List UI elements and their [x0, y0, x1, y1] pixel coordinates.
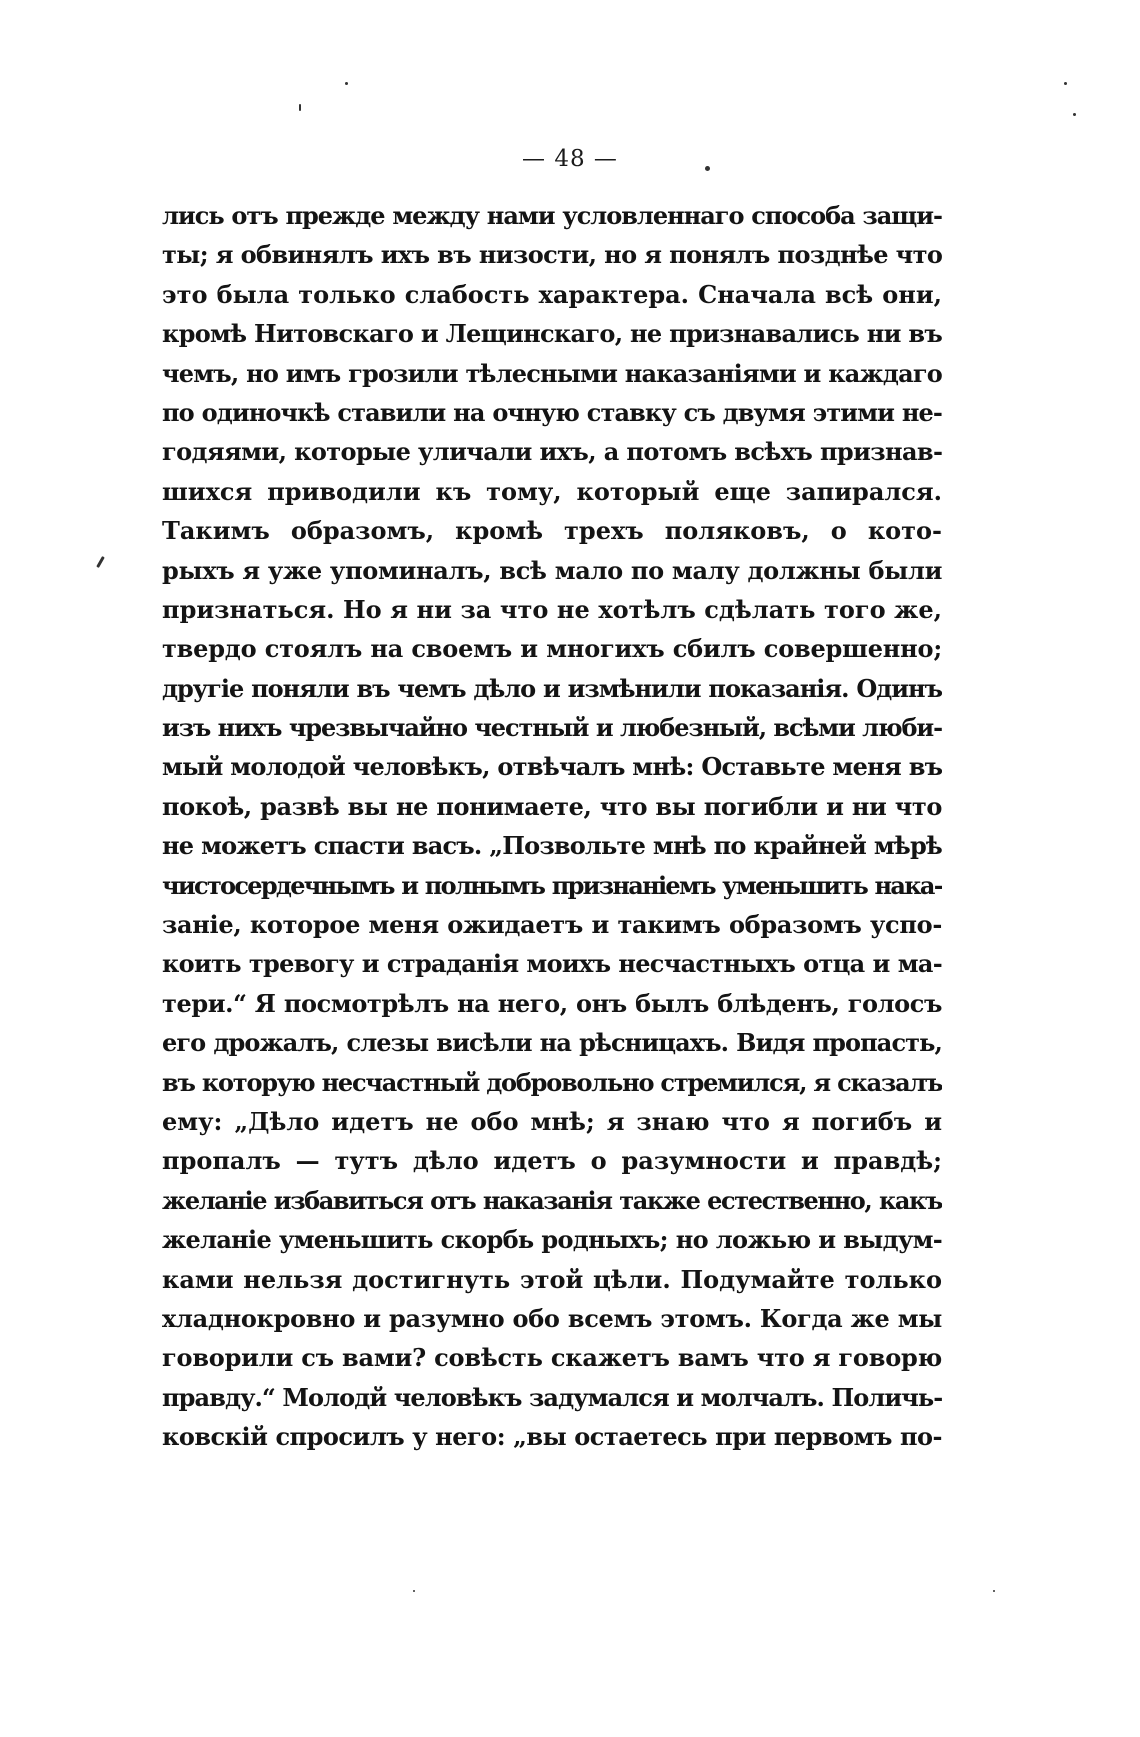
text-line: не можетъ спасти васъ. „Позвольте мнѣ по крайней мѣрѣ — [162, 831, 942, 861]
text-line: желаніе избавиться отъ наказанія также естественно, какъ — [162, 1185, 942, 1215]
scan-speck — [1073, 113, 1076, 116]
text-line: изъ нихъ чрезвычайно честный и любезный, всѣми люби- — [162, 713, 942, 743]
text-line: пропалъ — тутъ дѣло идетъ о разумности и правдѣ; — [162, 1146, 942, 1176]
body-text — [162, 196, 942, 1457]
text-line: годяями, которые уличали ихъ, а потомъ всѣхъ признав- — [162, 437, 942, 467]
text-line: ковскій спросилъ у него: „вы остаетесь при первомъ по- — [162, 1422, 942, 1452]
text-line: чистосердечнымъ и полнымъ признаніемъ уменьшить нака- — [162, 870, 942, 900]
text-line: хладнокровно и разумно обо всемъ этомъ. Когда же мы — [162, 1303, 942, 1333]
page-number: — 48 — — [522, 146, 618, 172]
text-line: Такимъ образомъ, кромѣ трехъ поляковъ, о кото- — [162, 516, 942, 546]
text-line: коить тревогу и страданія моихъ несчастныхъ отца и ма- — [162, 949, 942, 979]
text-line: твердо стоялъ на своемъ и многихъ сбилъ совершенно; — [162, 634, 942, 664]
text-line: мый молодой человѣкъ, отвѣчалъ мнѣ: Оставьте меня въ — [162, 752, 942, 782]
scan-speck — [413, 1590, 415, 1592]
text-line: ему: „Дѣло идетъ не обо мнѣ; я знаю что я погибъ и — [162, 1106, 942, 1136]
text-line: правду.“ Молодй человѣкъ задумался и молчалъ. Поличь- — [162, 1382, 942, 1412]
text-line: лись отъ прежде между нами условленнаго способа защи- — [162, 201, 942, 230]
text-line: это была только слабость характера. Сначала всѣ они, — [162, 279, 942, 309]
text-line: ками нельзя достигнуть этой цѣли. Подумайте только — [162, 1264, 942, 1294]
text-line: говорили съ вами? совѣсть скажетъ вамъ что я говорю — [162, 1343, 942, 1373]
text-line: въ которую несчастный добровольно стремился, я сказалъ — [162, 1067, 942, 1097]
text-line: кромѣ Нитовскаго и Лещинскаго, не признавались ни въ — [162, 319, 942, 349]
scan-speck — [345, 82, 348, 85]
scan-speck — [96, 556, 105, 568]
text-line: чемъ, но имъ грозили тѣлесными наказаніями и каждаго — [162, 358, 942, 388]
scan-speck — [993, 1590, 995, 1592]
text-line: по одиночкѣ ставили на очную ставку съ двумя этими не- — [162, 397, 942, 427]
text-line: рыхъ я уже упоминалъ, всѣ мало по малу должны были — [162, 555, 942, 585]
scan-speck — [299, 104, 301, 111]
text-line: покоѣ, развѣ вы не понимаете, что вы погибли и ни что — [162, 791, 942, 821]
text-line: ты; я обвинялъ ихъ въ низости, но я понялъ позднѣе что — [162, 240, 942, 270]
text-line: другіе поняли въ чемъ дѣло и измѣнили показанія. Одинъ — [162, 673, 942, 703]
text-line: заніе, которое меня ожидаетъ и такимъ образомъ успо- — [162, 910, 942, 940]
text-line: шихся приводили къ тому, который еще запирался. — [162, 476, 942, 506]
text-line: тери.“ Я посмотрѣлъ на него, онъ былъ блѣденъ, голосъ — [162, 988, 942, 1018]
scan-speck — [1064, 82, 1067, 85]
text-line: желаніе уменьшить скорбь родныхъ; но ложью и выдум- — [162, 1225, 942, 1255]
text-line: его дрожалъ, слезы висѣли на рѣсницахъ. Видя пропасть, — [162, 1028, 942, 1058]
text-line: признаться. Но я ни за что не хотѣлъ сдѣлать того же, — [162, 594, 942, 624]
scan-speck — [705, 166, 710, 171]
